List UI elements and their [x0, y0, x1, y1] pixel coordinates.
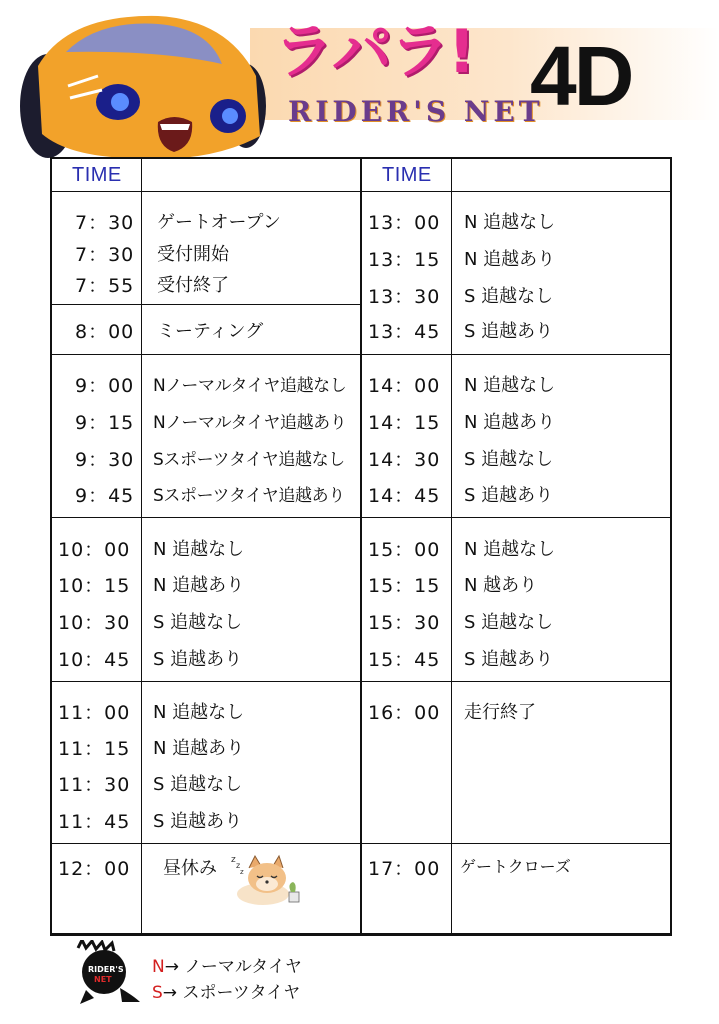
slot-event: S 追越あり [464, 485, 554, 506]
slot-time: 7：30 [75, 244, 135, 266]
header-banner [0, 0, 719, 150]
car-mascot-icon [8, 6, 270, 166]
svg-text:z: z [240, 868, 244, 876]
column-divider [360, 157, 362, 936]
slot-event: N 追越なし [464, 212, 556, 233]
table-border-left [50, 157, 52, 936]
slot-time: 13：30 [368, 286, 441, 308]
time-header-right: TIME [382, 164, 432, 186]
row-divider [50, 681, 672, 682]
slot-event: Nノーマルタイヤ追越なし [153, 376, 347, 396]
slot-time: 9：00 [75, 375, 135, 397]
legend-desc: スポーツタイヤ [177, 983, 301, 1003]
schedule-table [50, 157, 672, 935]
slot-time: 11：45 [58, 811, 131, 833]
slot-time: 11：15 [58, 738, 131, 760]
slot-event: Sスポーツタイヤ追越なし [153, 450, 345, 470]
slot-event: N 追越なし [153, 539, 245, 560]
slot-event: S 追越なし [464, 612, 554, 633]
slot-event: 受付開始 [157, 244, 229, 265]
logo-subtitle: RIDER'S NET [288, 95, 544, 128]
slot-event: N 追越なし [153, 702, 245, 723]
slot-time: 17：00 [368, 858, 441, 880]
legend-desc: ノーマルタイヤ [178, 957, 302, 977]
column-divider [451, 157, 452, 936]
slot-event: N 追越あり [464, 412, 556, 433]
slot-event: S 追越なし [153, 774, 243, 795]
slot-event: N 追越あり [464, 249, 556, 270]
slot-time: 14：30 [368, 449, 441, 471]
slot-event: ゲートオープン [157, 212, 281, 233]
row-divider [50, 304, 361, 305]
slot-time: 14：00 [368, 375, 441, 397]
slot-time: 15：00 [368, 539, 441, 561]
logo-4d: 4D [530, 29, 632, 123]
svg-text:z: z [231, 855, 236, 865]
legend-arrow: → [164, 957, 179, 977]
slot-time: 9：30 [75, 449, 135, 471]
slot-time: 10：15 [58, 575, 131, 597]
row-divider [50, 191, 672, 192]
slot-time: 8：00 [75, 321, 135, 343]
svg-text:z: z [236, 861, 241, 870]
slot-time: 11：30 [58, 774, 131, 796]
slot-time: 15：30 [368, 612, 441, 634]
slot-event: N 越あり [464, 575, 538, 596]
slot-event: 昼休み [163, 858, 217, 879]
legend-key: S [152, 983, 163, 1003]
slot-time: 9：45 [75, 485, 135, 507]
time-header-left: TIME [72, 164, 122, 186]
legend-arrow: → [162, 983, 178, 1003]
svg-text:RIDER'S: RIDER'S [88, 965, 124, 974]
legend-item-normal [152, 952, 302, 977]
slot-event: N 追越なし [464, 375, 556, 396]
slot-event: S 追越なし [464, 449, 554, 470]
slot-time: 7：55 [75, 275, 135, 297]
riders-net-logo-icon [72, 940, 142, 1006]
legend-item-sport [152, 978, 300, 1003]
slot-event: S 追越なし [464, 286, 554, 307]
table-border-right [670, 157, 672, 936]
slot-time: 14：15 [368, 412, 441, 434]
slot-event: S 追越あり [464, 321, 554, 342]
slot-time: 10：30 [58, 612, 131, 634]
slot-time: 13：15 [368, 249, 441, 271]
svg-text:NET: NET [94, 975, 112, 984]
slot-event: N 追越あり [153, 738, 245, 759]
slot-time: 12：00 [58, 858, 131, 880]
slot-event: 受付終了 [157, 275, 229, 296]
slot-event: Nノーマルタイヤ追越あり [153, 413, 347, 433]
legend-key: N [152, 957, 165, 977]
slot-time: 16：00 [368, 702, 441, 724]
slot-time: 15：45 [368, 649, 441, 671]
slot-event: S 追越なし [153, 612, 243, 633]
column-divider [141, 157, 142, 936]
row-divider [50, 517, 672, 518]
slot-event: S 追越あり [464, 649, 554, 670]
slot-time: 9：15 [75, 412, 135, 434]
row-divider [50, 843, 672, 844]
row-divider [50, 354, 672, 355]
logo-title: ラパラ! [274, 17, 474, 87]
sleeping-dog-icon [227, 848, 309, 908]
slot-time: 15：15 [368, 575, 441, 597]
slot-event: S 追越あり [153, 811, 243, 832]
slot-event: N 追越あり [153, 575, 245, 596]
slot-time: 7：30 [75, 212, 135, 234]
slot-time: 13：45 [368, 321, 441, 343]
slot-time: 10：45 [58, 649, 131, 671]
slot-time: 11：00 [58, 702, 131, 724]
slot-event: ミーティング [157, 321, 264, 342]
slot-event: 走行終了 [464, 702, 536, 723]
slot-time: 14：45 [368, 485, 441, 507]
slot-event: N 追越なし [464, 539, 556, 560]
slot-time: 13：00 [368, 212, 441, 234]
slot-event: Sスポーツタイヤ追越あり [153, 486, 345, 506]
slot-event: S 追越あり [153, 649, 243, 670]
slot-time: 10：00 [58, 539, 131, 561]
slot-event: ゲートクローズ [460, 857, 571, 876]
